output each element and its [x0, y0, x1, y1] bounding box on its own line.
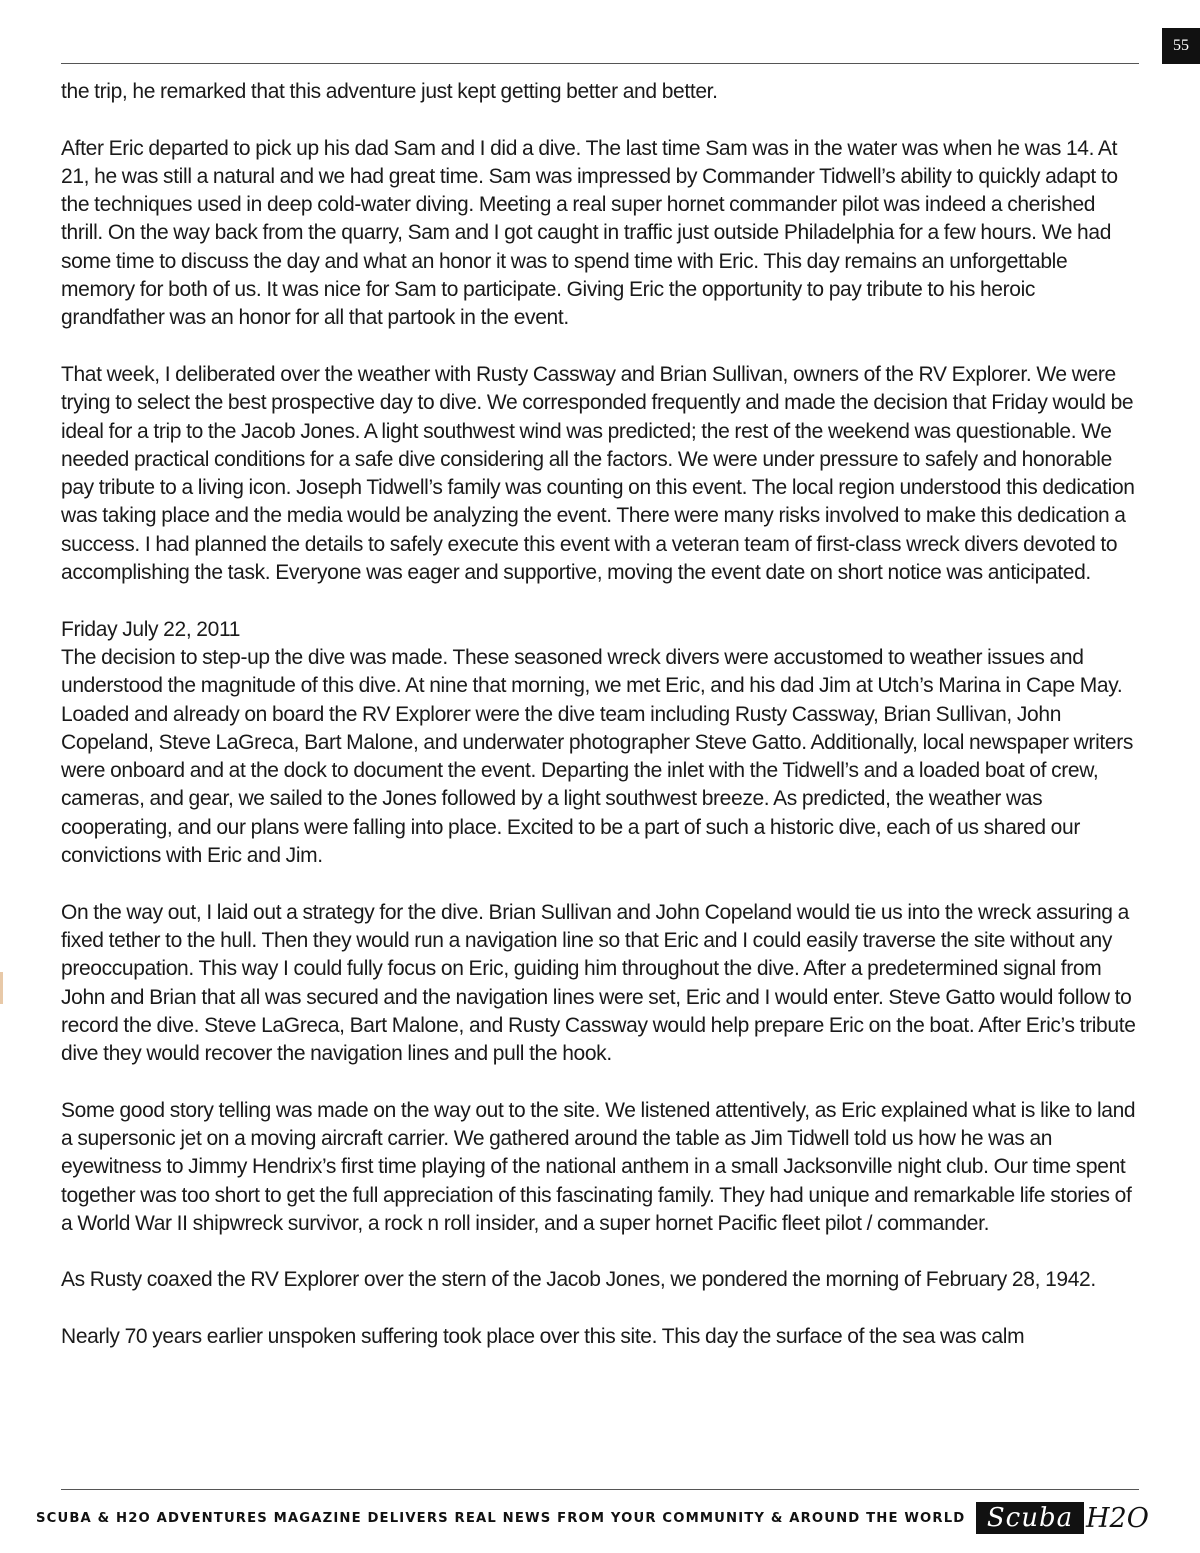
paragraph: As Rusty coaxed the RV Explorer over the stern of the Jacob Jones, we pondered the morning of February 28, 1942.: [61, 1268, 1096, 1292]
paragraph: Nearly 70 years earlier unspoken suffering took place over this site. This day the surface of the sea was calm: [61, 1325, 1025, 1349]
page-number: 55: [1162, 28, 1200, 64]
top-divider: [61, 63, 1139, 64]
margin-mark: [0, 972, 3, 1004]
bottom-divider: [61, 1489, 1139, 1490]
logo-h2o-text: H2O: [1086, 1502, 1149, 1534]
magazine-logo: [976, 1500, 1149, 1540]
paragraph: That week, I deliberated over the weather with Rusty Cassway and Brian Sullivan, owners of the RV Explorer. We were trying to select the best prospective day to dive. We corresponded frequently and made the decision that Friday would be ideal for a trip to the Jacob Jones. A light southwest wind was predicted; the rest of the weekend was questionable. We needed practical conditions for a safe dive considering all the factors. We were under pressure to safely and honorable pay tribute to a living icon. Joseph Tidwell’s family was counting on this event. The local region understood this dedication was taking place and the media would be analyzing the event. There were many risks involved to make this dedication a success. I had planned the details to safely execute this event with a veteran team of first-class wreck divers devoted to accomplishing the task. Everyone was eager and supportive, moving the event date on short notice was anticipated.: [61, 362, 1135, 585]
paragraph: On the way out, I laid out a strategy for the dive. Brian Sullivan and John Copeland would tie us into the wreck assuring a fixed tether to the hull. Then they would run a navigation line so that Eric and I could easily traverse the site without any preoccupation. This way I could fully focus on Eric, guiding him throughout the dive. After a predetermined signal from John and Brian that all was secured and the navigation lines were set, Eric and I would enter. Steve Gatto would follow to record the dive. Steve LaGreca, Bart Malone, and Rusty Cassway would help prepare Eric on the boat. After Eric’s tribute dive they would recover the navigation lines and pull the hook.: [61, 900, 1136, 1066]
paragraph: Some good story telling was made on the way out to the site. We listened attentively, as Eric explained what is like to land a supersonic jet on a moving aircraft carrier. We gathered around the table as Jim Tidwell told us how he was an eyewitness to Jimmy Hendrix’s first time playing of the national anthem in a small Jacksonville night club. Our time spent together was too short to get the full appreciation of this fascinating family. They had unique and remarkable life stories of a World War II shipwreck survivor, a rock n roll insider, and a super hornet Pacific fleet pilot / commander.: [61, 1098, 1136, 1235]
logo-scuba-text: Scuba: [976, 1502, 1084, 1534]
article-body: [61, 78, 1139, 1380]
paragraph: After Eric departed to pick up his dad Sam and I did a dive. The last time Sam was in the water was when he was 14. At 21, he was still a natural and we had great time. Sam was impressed by Commander Tidwell’s ability to quickly adapt to the techniques used in deep cold-water diving. Meeting a real super hornet commander pilot was indeed a cherished thrill. On the way back from the quarry, Sam and I got caught in traffic just outside Philadelphia for a few hours. We had some time to discuss the day and what an honor it was to spend time with Eric. This day remains an unforgettable memory for both of us. It was nice for Sam to participate. Giving Eric the opportunity to pay tribute to his heroic grandfather was an honor for all that partook in the event.: [61, 136, 1118, 330]
paragraph: The decision to step-up the dive was made. These seasoned wreck divers were accustomed to weather issues and understood the magnitude of this dive. At nine that morning, we met Eric, and his dad Jim at Utch’s Marina in Cape May. Loaded and already on board the RV Explorer were the dive team including Rusty Cassway, Brian Sullivan, John Copeland, Steve LaGreca, Bart Malone, and underwater photographer Steve Gatto. Additionally, local newspaper writers were onboard and at the dock to document the event. Departing the inlet with the Tidwell’s and a loaded boat of crew, cameras, and gear, we sailed to the Jones followed by a light southwest breeze. As predicted, the weather was cooperating, and our plans were falling into place. Excited to be a part of such a historic dive, each of us shared our convictions with Eric and Jim.: [61, 645, 1133, 868]
date-heading: Friday July 22, 2011: [61, 617, 241, 641]
paragraph: the trip, he remarked that this adventure just kept getting better and better.: [61, 80, 718, 103]
footer-tagline: SCUBA & H2O ADVENTURES MAGAZINE DELIVERS REAL NEWS FROM YOUR COMMUNITY & AROUND THE WORLD: [36, 1511, 966, 1526]
